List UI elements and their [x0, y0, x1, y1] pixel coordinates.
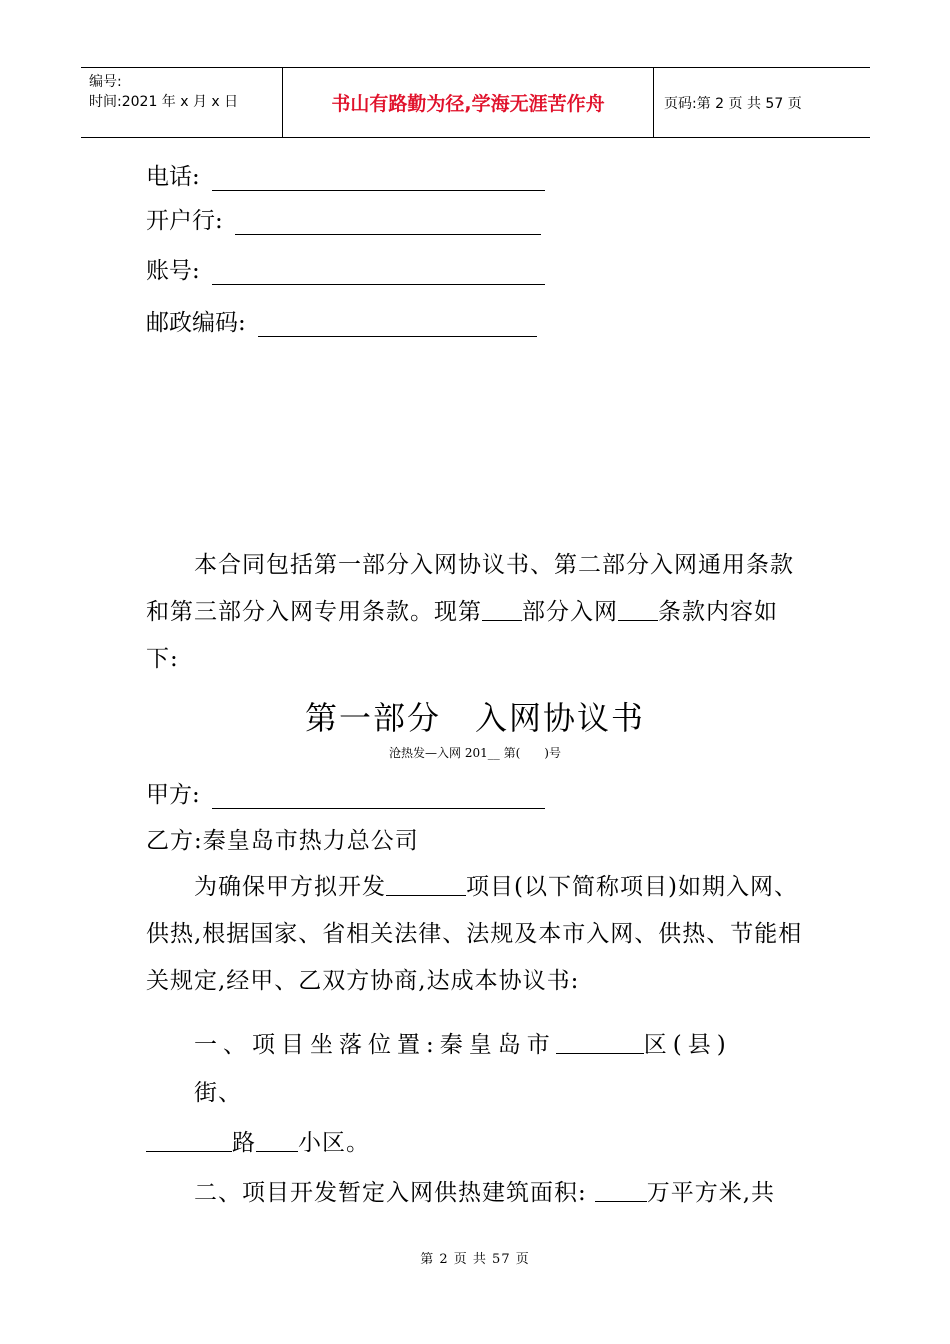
time-label: 时间:2021 年 x 月 x 日: [89, 94, 239, 110]
party-a-field: [146, 776, 545, 809]
intro-blank-2: [618, 598, 658, 621]
page-footer: 第 2 页 共 57 页: [420, 1252, 530, 1267]
intro-text-2: 部分入网: [522, 599, 618, 625]
serial-label: 编号:: [89, 74, 122, 90]
header-motto: 书山有路勤为径,学海无涯苦作舟: [282, 68, 654, 137]
phone-blank: [212, 166, 545, 191]
phone-label: 电话:: [146, 164, 200, 190]
purpose-text-1: 为确保甲方拟开发: [194, 874, 386, 900]
page-header: [81, 67, 870, 138]
item-1-text-1: 一、项目坐落位置:秦皇岛市: [194, 1032, 556, 1058]
account-field: [146, 252, 545, 285]
bank-label: 开户行:: [146, 208, 223, 234]
intro-text-3: 条款内容如下:: [146, 599, 778, 672]
item-2-text-1: 二、项目开发暂定入网供热建筑面积:: [194, 1180, 587, 1206]
street-blank: [146, 1129, 232, 1152]
header-meta: [81, 68, 282, 137]
phone-field: [146, 158, 545, 191]
account-blank: [212, 260, 545, 285]
party-a-label: 甲方:: [146, 782, 200, 808]
section-title: 第一部分 入网协议书: [304, 699, 645, 737]
purpose-text-2: 项目(以下简称项目)如期入网、供热,根据国家、省相关法律、法规及本市入网、供热、节能相关规定,经甲、乙双方协商,达成本协议书:: [146, 874, 803, 994]
account-label: 账号:: [146, 258, 200, 284]
doc-number: 沧热发—入网 201__ 第( )号: [389, 746, 561, 760]
purpose-paragraph: [146, 864, 806, 1005]
party-b: 乙方:秦皇岛市热力总公司: [146, 828, 419, 854]
item-1-line-2: 街、: [194, 1080, 242, 1106]
project-blank: [386, 873, 466, 896]
party-a-blank: [212, 784, 545, 809]
area-blank: [595, 1179, 647, 1202]
postcode-blank: [258, 312, 537, 337]
bank-field: [146, 202, 541, 235]
item-1-text-2: 区(县): [643, 1032, 732, 1058]
item-1-text-5: 小区。: [298, 1130, 370, 1156]
postcode-label: 邮政编码:: [146, 310, 246, 336]
item-2-line: [194, 1174, 775, 1207]
intro-blank-1: [482, 598, 522, 621]
item-1-line-3: [146, 1124, 370, 1157]
road-blank: [256, 1129, 298, 1152]
item-1-text-4: 路: [232, 1130, 256, 1156]
item-1-line-1: [194, 1026, 732, 1059]
district-blank: [556, 1031, 644, 1054]
intro-paragraph: [146, 542, 806, 683]
intro-text-1: 本合同包括第一部分入网协议书、第二部分入网通用条款和第三部分入网专用条款。现第: [146, 552, 794, 625]
item-2-text-2: 万平方米,共: [646, 1180, 776, 1206]
bank-blank: [235, 210, 541, 235]
header-page-label: 页码:第 2 页 共 57 页: [664, 95, 802, 112]
postcode-field: [146, 304, 537, 337]
